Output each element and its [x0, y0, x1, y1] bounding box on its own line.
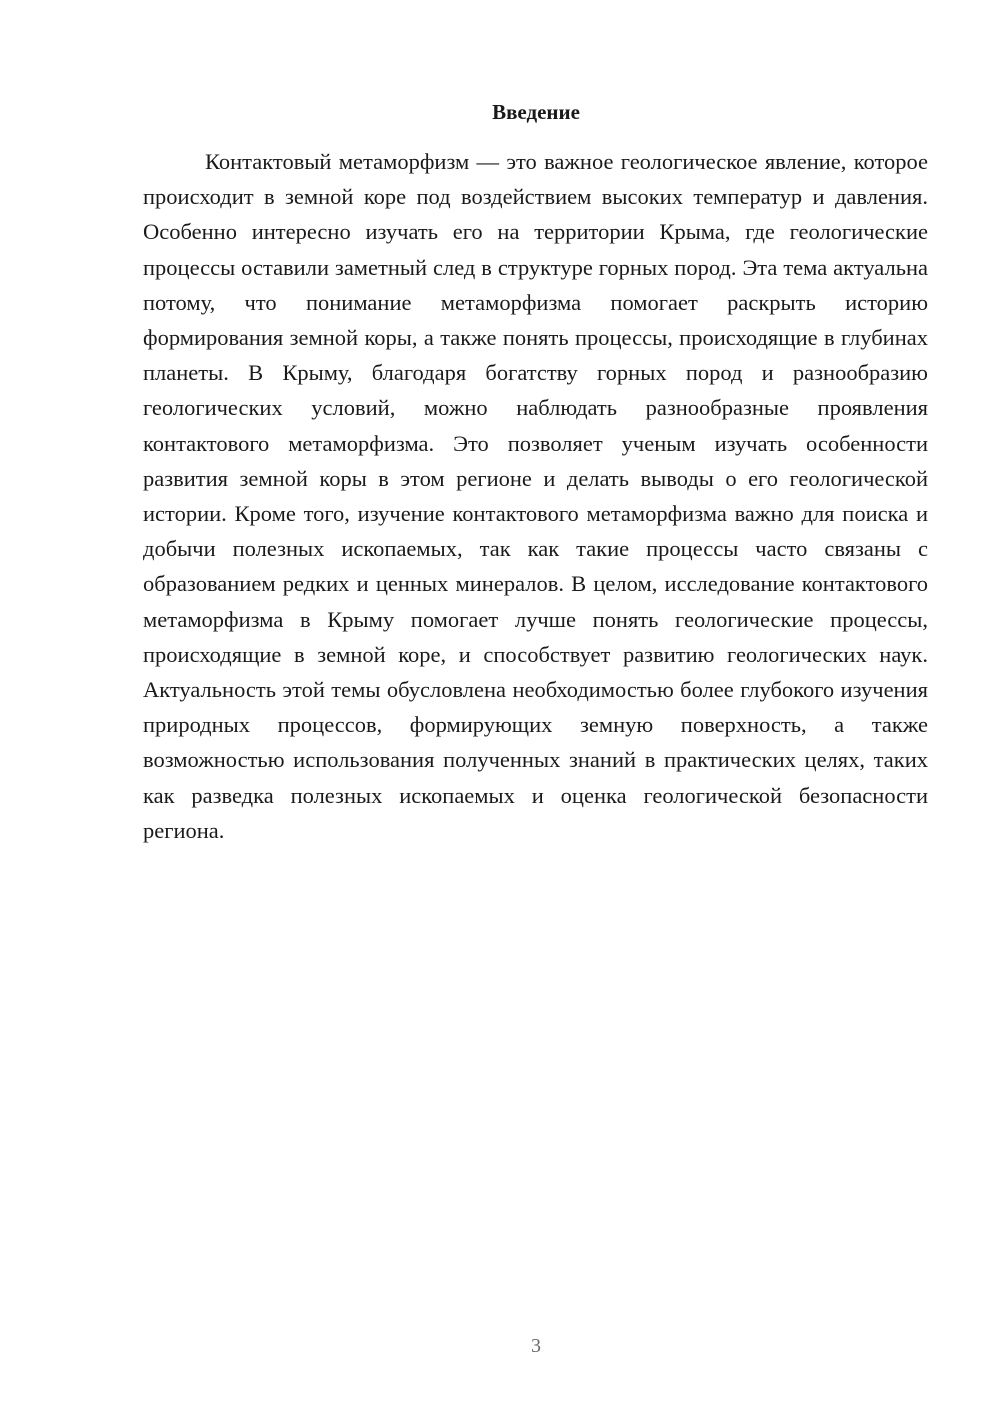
- section-heading: Введение: [492, 100, 580, 124]
- body-paragraph: Контактовый метаморфизм — это важное геологическое явление, которое происходит в земной коре под воздействием высоких температур и давления. Особенно интересно изучать его на территории Крыма, где геологические процессы оставили заметный след в структуре горных пород. Эта тема актуальна потому, что понимание метаморфизма помогает раскрыть историю формирования земной коры, а также понять процессы, происходящие в глубинах планеты. В Крыму, благодаря богатству горных пород и разнообразию геологических условий, можно наблюдать разнообразные проявления контактового метаморфизма. Это позволяет ученым изучать особенности развития земной коры в этом регионе и делать выводы о его геологической истории. Кроме того, изучение контактового метаморфизма важно для поиска и добычи полезных ископаемых, так как такие процессы часто связаны с образованием редких и ценных минералов. В целом, исследование контактового метаморфизма в Крыму помогает лучше понять геологические процессы, происходящие в земной коре, и способствует развитию геологических наук. Актуальность этой темы обусловлена необходимостью более глубокого изучения природных процессов, формирующих земную поверхность, а также возможностью использования полученных знаний в практических целях, таких как разведка полезных ископаемых и оценка геологической безопасности региона.: [143, 149, 928, 843]
- page-number: 3: [531, 1335, 541, 1357]
